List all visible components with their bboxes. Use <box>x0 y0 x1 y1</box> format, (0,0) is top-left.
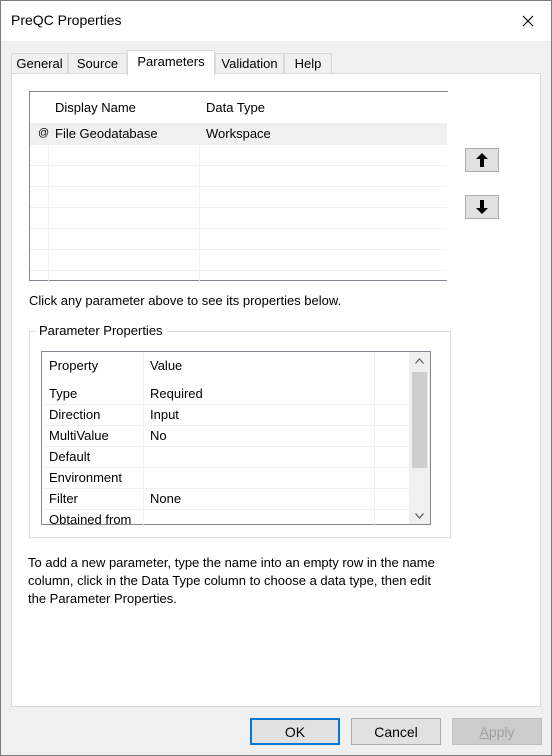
property-name: Obtained from <box>49 512 132 527</box>
close-icon <box>522 15 534 27</box>
property-value[interactable]: Input <box>150 407 179 422</box>
apply-access-key: A <box>479 723 489 740</box>
property-value[interactable]: No <box>150 428 167 443</box>
property-name: Direction <box>49 407 101 422</box>
property-name: Filter <box>49 491 78 506</box>
apply-button-label <box>479 724 514 740</box>
row-marker: @ <box>38 127 50 139</box>
tab-validation-label: Validation <box>221 56 278 71</box>
grid-row-line <box>30 249 447 250</box>
property-row[interactable] <box>42 383 409 404</box>
grid-row-line <box>30 228 447 229</box>
parameters-panel <box>11 73 541 707</box>
property-row[interactable] <box>42 404 409 425</box>
apply-label-rest: pply <box>488 723 515 740</box>
cancel-button[interactable] <box>351 718 441 745</box>
property-value[interactable]: Required <box>150 386 203 401</box>
grid-row-line <box>30 207 447 208</box>
column-header-data-type[interactable] <box>199 92 447 123</box>
tab-source[interactable] <box>68 53 127 75</box>
column-header-label: Display Name <box>55 100 136 115</box>
instructions-text: To add a new parameter, type the name into an empty row in the name column, click in the Data Type column to choose a data type, then edit the Parameter Properties. <box>28 555 435 606</box>
tab-help-label: Help <box>294 56 322 71</box>
title-bar <box>1 1 551 41</box>
parameters-grid[interactable] <box>29 91 448 281</box>
cancel-button-label: Cancel <box>374 723 418 740</box>
property-name: Environment <box>49 470 122 485</box>
property-name: Default <box>49 449 91 464</box>
property-value[interactable] <box>143 467 374 488</box>
close-button[interactable] <box>505 1 551 41</box>
property-name: Type <box>49 386 78 401</box>
parameter-properties-group <box>29 323 451 538</box>
parameter-display-name[interactable]: File Geodatabase <box>55 126 158 141</box>
arrow-down-icon <box>476 200 488 214</box>
property-row[interactable] <box>42 425 409 446</box>
grid-divider <box>447 92 448 282</box>
property-row[interactable] <box>42 509 409 530</box>
scroll-thumb[interactable] <box>412 372 427 468</box>
column-header-display-name[interactable] <box>48 92 199 123</box>
tab-source-label: Source <box>76 56 119 71</box>
property-row[interactable] <box>42 467 409 488</box>
properties-grid[interactable] <box>41 351 431 525</box>
parameter-data-type[interactable]: Workspace <box>206 126 271 141</box>
arrow-up-icon <box>476 153 488 167</box>
tab-general[interactable] <box>11 53 68 75</box>
chevron-down-icon <box>415 513 424 519</box>
property-row[interactable] <box>42 488 409 509</box>
chevron-up-icon <box>415 358 424 364</box>
tab-help[interactable] <box>284 53 332 75</box>
tab-parameters-label: Parameters <box>137 54 205 69</box>
move-down-button[interactable] <box>465 195 499 219</box>
scroll-down-button[interactable] <box>409 507 430 524</box>
grid-row-line <box>30 270 447 271</box>
tab-parameters[interactable] <box>127 50 215 76</box>
grid-row-line <box>30 186 447 187</box>
ok-button-label: OK <box>284 723 306 740</box>
grid-row-line <box>30 165 447 166</box>
property-value[interactable] <box>143 509 374 530</box>
parameter-hint: Click any parameter above to see its properties below. <box>29 293 342 308</box>
parameter-row[interactable] <box>30 123 447 144</box>
tab-validation[interactable] <box>215 53 284 75</box>
window-title: PreQC Properties <box>11 12 122 28</box>
scroll-up-button[interactable] <box>409 352 430 369</box>
property-value[interactable]: None <box>150 491 182 506</box>
grid-row-line <box>30 144 447 145</box>
property-name: MultiValue <box>49 428 109 443</box>
column-header-label: Property <box>49 358 99 373</box>
apply-button[interactable] <box>452 718 542 745</box>
property-row[interactable] <box>42 446 409 467</box>
column-header-value[interactable] <box>143 352 374 380</box>
move-up-button[interactable] <box>465 148 499 172</box>
group-legend: Parameter Properties <box>36 323 166 339</box>
column-header-property[interactable] <box>42 352 143 380</box>
column-header-label: Value <box>150 358 183 373</box>
property-value[interactable] <box>143 446 374 467</box>
vertical-scrollbar[interactable] <box>409 352 430 524</box>
column-header-label: Data Type <box>206 100 266 115</box>
tab-strip <box>11 50 541 74</box>
ok-button[interactable] <box>250 718 340 745</box>
tab-general-label: General <box>16 56 63 71</box>
